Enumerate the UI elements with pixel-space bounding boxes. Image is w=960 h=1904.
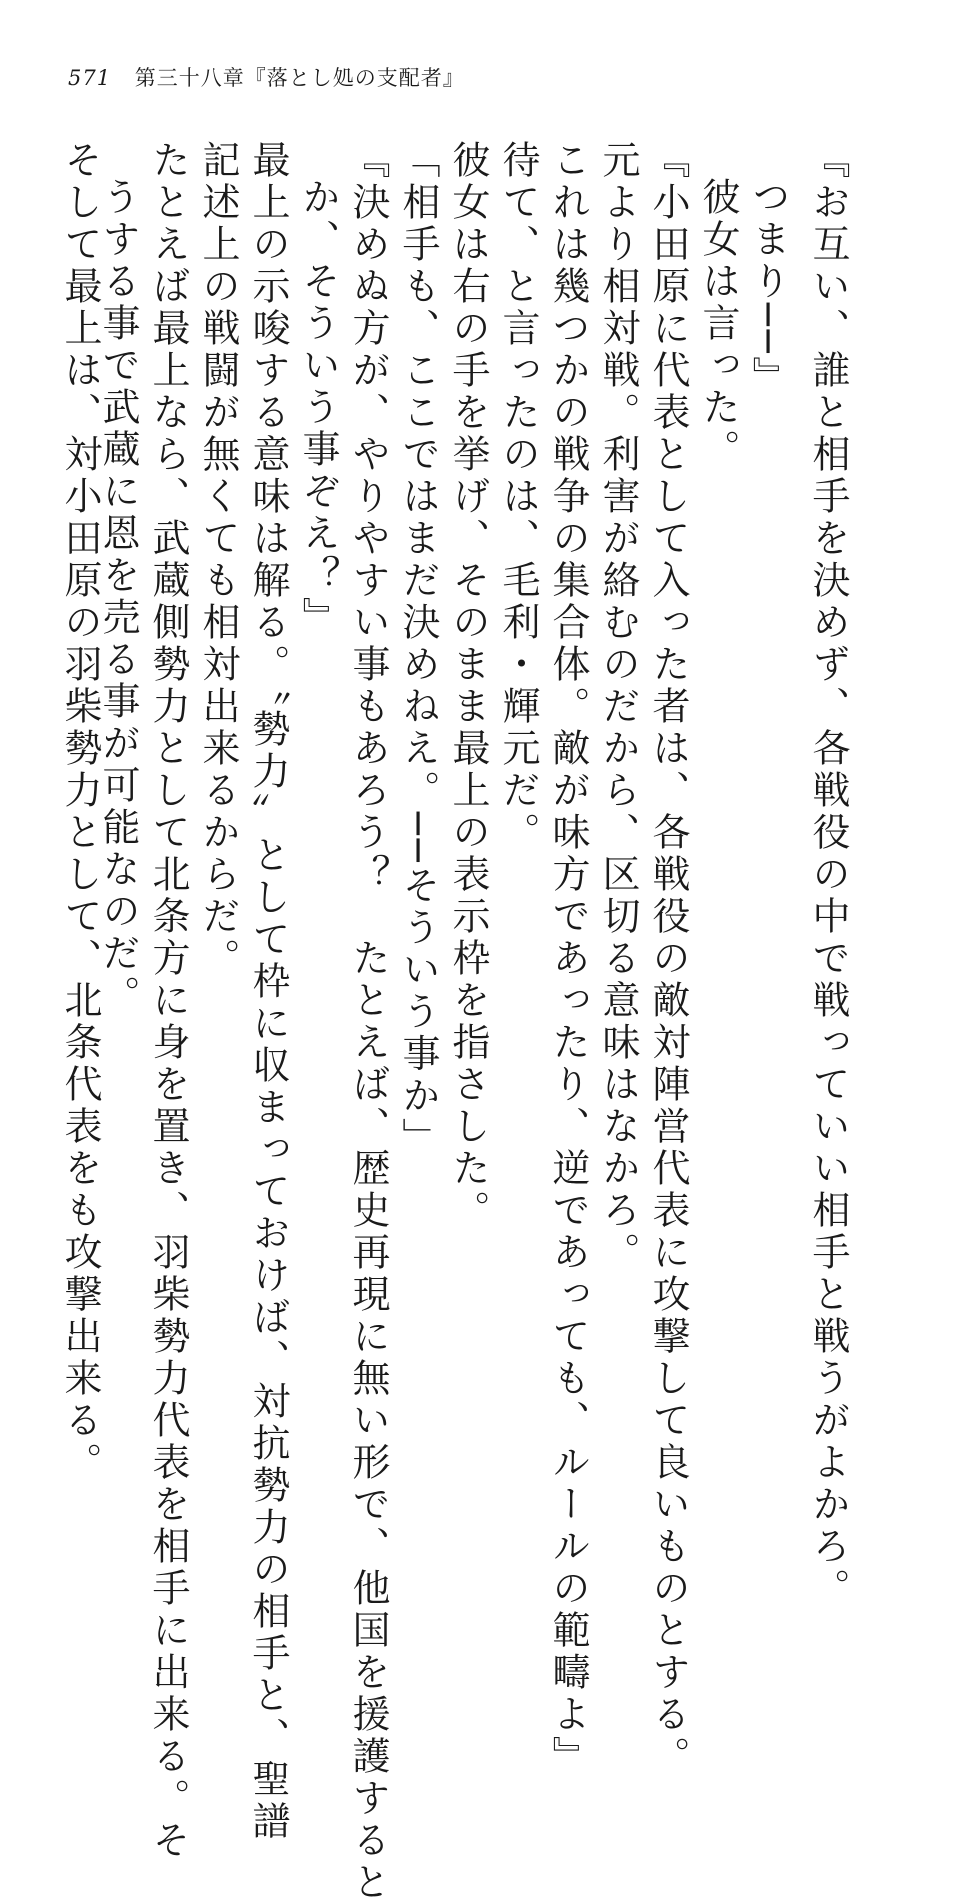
running-header: [68, 62, 465, 92]
text-line-8: 彼女は右の手を挙げ、そのまま最上の表示枠を指さした。: [446, 140, 490, 1232]
text-line-14: たとえば最上なら、武蔵側勢力として北条方に身を置き、羽柴勢力代表を相手に出来る。そ: [146, 140, 190, 1862]
chapter-title: 第三十八章『落とし処の支配者』: [134, 66, 465, 90]
text-line-7: 待て、と言ったのは、毛利・輝元だ。: [496, 140, 540, 854]
text-line-2: つまり──』: [746, 177, 790, 399]
text-line-10: 『決めぬ方が、やりやすい事もあろう？ たとえば、歴史再現に無い形で、他国を援護すると: [346, 140, 390, 1904]
text-line-12: 最上の示唆する意味は解る。〝勢力〟として枠に収まっておけば、対抗勢力の相手と、聖譜: [246, 140, 290, 1843]
text-line-6: これは幾つかの戦争の集合体。敵が味方であったり、逆であっても、ルールの範疇よ』: [546, 140, 590, 1778]
text-line-5: 元より相対戦。利害が絡むのだから、区切る意味はなかろ。: [596, 140, 640, 1274]
text-line-16: そして最上は、対小田原の羽柴勢力として、北条代表をも攻撃出来る。: [58, 140, 102, 1484]
text-line-13: 記述上の戦闘が無くても相対出来るからだ。: [196, 140, 240, 980]
text-line-3: 彼女は言った。: [696, 177, 740, 471]
page-number: 571: [68, 66, 112, 90]
text-line-15: うする事で武蔵に恩を売る事が可能なのだ。: [96, 177, 140, 1017]
text-line-9: 「相手も、ここではまだ決めねえ。──そういう事か」: [396, 140, 440, 1160]
text-line-1: 『お互い、誰と相手を決めず、各戦役の中で戦っていい相手と戦うがよかろ。: [806, 140, 850, 1610]
text-line-11: か、そういう事ぞえ？』: [296, 177, 340, 639]
text-line-4: 『小田原に代表として入った者は、各戦役の敵対陣営代表に攻撃して良いものとする。: [646, 140, 690, 1778]
